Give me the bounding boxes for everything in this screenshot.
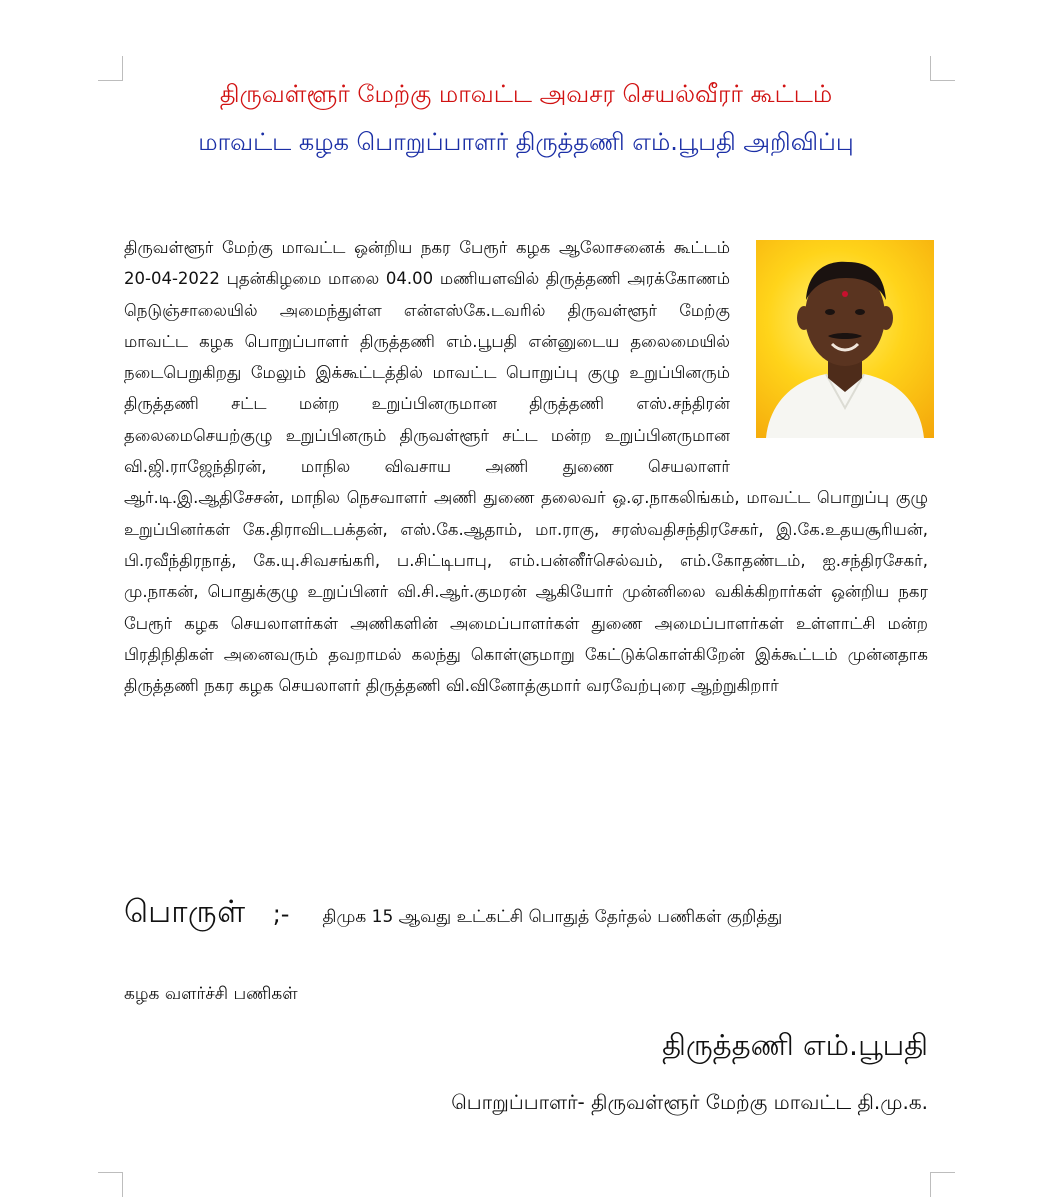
crop-mark-top-left [98, 56, 123, 81]
subject-label: பொருள் [124, 894, 246, 930]
crop-mark-bottom-right [930, 1172, 955, 1197]
signature-name: திருத்தணி எம்.பூபதி [662, 1028, 928, 1062]
announcement-body [124, 232, 928, 701]
subject-separator: ;- [272, 900, 290, 928]
subject-extra: கழக வளர்ச்சி பணிகள் [124, 984, 298, 1004]
photo-spacer [730, 232, 928, 468]
subject-line [124, 894, 928, 934]
announcement-paragraph: திருவள்ளூர் மேற்கு மாவட்ட ஒன்றிய நகர பேரூர் கழக ஆலோசனைக் கூட்டம் 20-04-2022 புதன்கிழமை மாலை 04.00 மணியளவில் திருத்தணி அரக்கோணம் நெடுஞ்சாலையில் அமைந்துள்ள என்எஸ்கே.டவரில் திருவள்ளூர் மேற்கு மாவட்ட கழக பொறுப்பாளர் திருத்தணி எம்.பூபதி என்னுடைய தலைமையில் நடைபெறுகிறது மேலும் இக்கூட்டத்தில் மாவட்ட பொறுப்பு குழு உறுப்பினரும் திருத்தணி சட்ட மன்ற உறுப்பினருமான திருத்தணி எஸ்.சந்திரன் தலைமைசெயற்குழு உறுப்பினரும் திருவள்ளூர் சட்ட மன்ற உறுப்பினருமான வி.ஜி.ராஜேந்திரன், மாநில விவசாய அணி துணை செயலாளர் ஆர்.டி.இ.ஆதிசேசன், மாநில நெசவாளர் அணி துணை தலைவர் ஒ.ஏ.நாகலிங்கம், மாவட்ட பொறுப்பு குழு உறுப்பினர்கள் கே.திராவிடபக்தன், எஸ்.கே.ஆதாம், மா.ராகு, சரஸ்வதிசந்திரசேகர், இ.கே.உதயசூரியன், பி.ரவீந்திரநாத், கே.யு.சிவசங்கரி, ப.சிட்டிபாபு, எம்.பன்னீர்செல்வம், எம்.கோதண்டம், ஐ.சந்திரசேகர், மு.நாகன், பொதுக்குழு உறுப்பினர் வி.சி.ஆர்.குமரன் ஆகியோர் முன்னிலை வகிக்கிறார்கள் ஒன்றிய நகர பேரூர் கழக செயலாளர்கள் அணிகளின் அமைப்பாளர்கள் துணை அமைப்பாளர்கள் உள்ளாட்சி மன்ற பிரதிநிதிகள் அனைவரும் தவறாமல் கலந்து கொள்ளுமாறு கேட்டுக்கொள்கிறேன் இக்கூட்டம் முன்னதாக திருத்தணி நகர கழக செயலாளர் திருத்தணி வி.வினோத்குமார் வரவேற்புரை ஆற்றுகிறார் [124, 238, 928, 696]
crop-mark-bottom-left [98, 1172, 123, 1197]
signature-title: பொறுப்பாளர்- திருவள்ளூர் மேற்கு மாவட்ட தி.மு.க. [451, 1090, 928, 1114]
subject-text: திமுக 15 ஆவது உட்கட்சி பொதுத் தேர்தல் பணிகள் குறித்து [322, 907, 783, 927]
title-meeting: திருவள்ளூர் மேற்கு மாவட்ட அவசர செயல்வீரர் கூட்டம் [219, 80, 833, 108]
crop-mark-top-right [930, 56, 955, 81]
title-announcement: மாவட்ட கழக பொறுப்பாளர் திருத்தணி எம்.பூபதி அறிவிப்பு [198, 128, 854, 156]
